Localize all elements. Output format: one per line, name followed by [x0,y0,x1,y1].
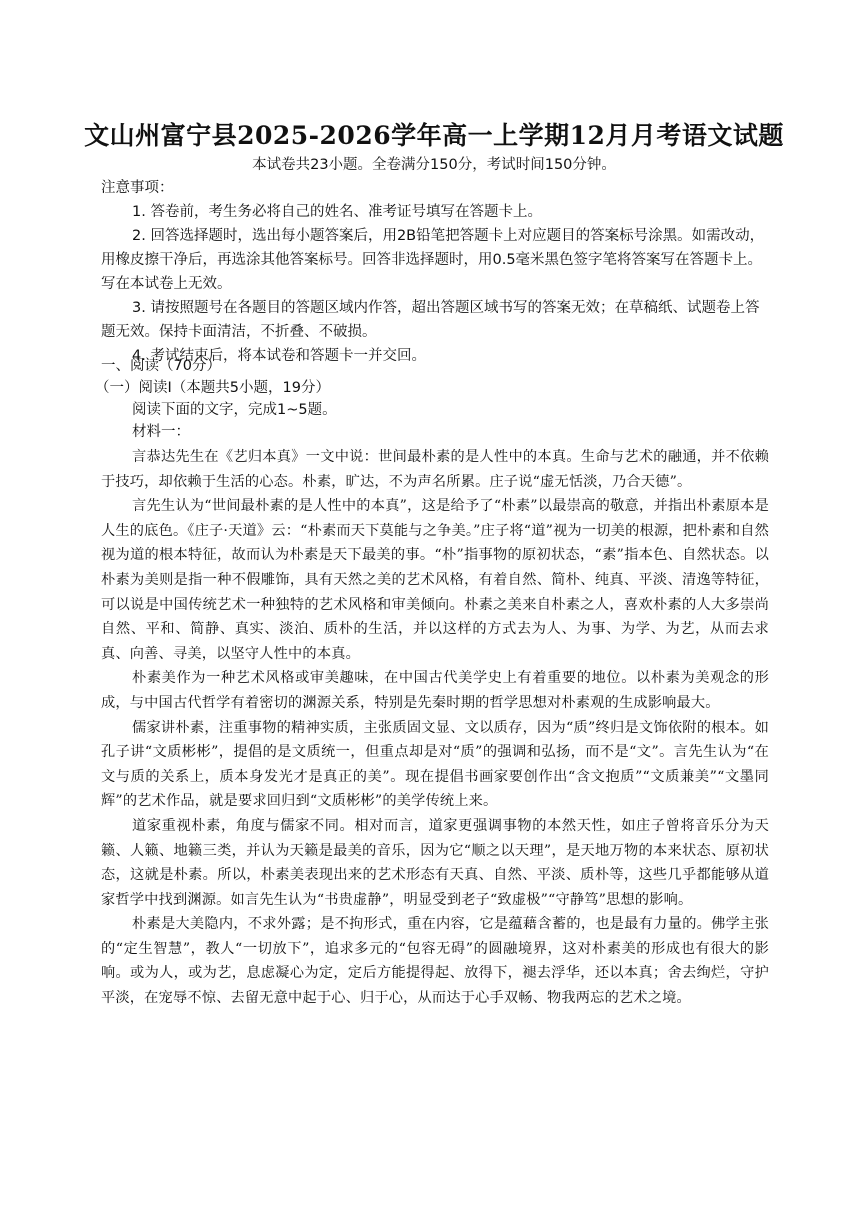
passage-paragraph: 言恭达先生在《艺归本真》一文中说：世间最朴素的是人性中的本真。生命与艺术的融通，并不依赖于技巧，却依赖于生活的心态。朴素，旷达，不为声名所累。庄子说“虚无恬淡，乃合天德”。 [101,449,769,490]
section-instruction: 阅读下面的文字，完成1~5题。 [132,402,337,418]
passage-paragraph: 朴素是大美隐内，不求外露；是不拘形式，重在内容，它是蕴藉含蓄的，也是最有力量的。佛学主张的“定生智慧”，教人“一切放下”，追求多元的“包容无碍”的圆融境界，这对朴素美的形成也有很大的影响。或为人，或为艺，息虑凝心为定，定后方能提得起、放得下，褪去浮华，还以本真；舍去绚烂，守护平淡，在宠辱不惊、去留无意中起于心、归于心，从而达于心手双畅、物我两忘的艺术之境。 [101,916,769,1007]
section-header [95,355,771,443]
passage-paragraph: 道家重视朴素，角度与儒家不同。相对而言，道家更强调事物的本然天性，如庄子曾将音乐分为天籁、人籁、地籁三类，并认为天籁是最美的音乐，因为它“顺之以天理”，是天地万物的本来状态、原初状态，这就是朴素。所以，朴素美表现出来的艺术形态有天真、自然、平淡、质朴等，这些几乎都能够从道家哲学中找到渊源。如言先生认为“书贵虚静”，明显受到老子“致虚极”“守静笃”思想的影响。 [101,817,769,908]
page-title: 文山州富宁县2025-2026学年高一上学期12月月考语文试题 [84,121,784,150]
material-label: 材料一： [132,424,190,440]
notice-item: 4. 考试结束后，将本试卷和答题卡一并交回。 [132,348,426,364]
section-sub: （一）阅读Ⅰ（本题共5小题，19分） [95,380,330,396]
section-part: 一、阅读（70分） [101,358,221,374]
passage [101,445,769,1011]
notice-item: 2. 回答选择题时，选出每小题答案后，用2B铅笔把答题卡上对应题目的答案标号涂黑。如需改动，用橡皮擦干净后，再选涂其他答案标号。回答非选择题时，用0.5毫米黑色签字笔将答案写在答题卡上。写在本试卷上无效。 [101,228,765,292]
notice-heading: 注意事项： [101,180,174,196]
passage-paragraph: 儒家讲朴素，注重事物的精神实质，主张质固文显、文以质存，因为“质”终归是文饰依附的根本。如孔子讲“文质彬彬”，提倡的是文质统一，但重点却是对“质”的强调和弘扬，而不是“文”。言先生认为“在文与质的关系上，质本身发光才是真正的美”。现在提倡书画家要创作出“含文抱质”“文质兼美”“文墨同辉”的艺术作品，就是要求回归到“文质彬彬”的美学传统上来。 [101,719,769,810]
notice-block [101,176,771,368]
passage-paragraph: 朴素美作为一种艺术风格或审美趣味，在中国古代美学史上有着重要的地位。以朴素为美观念的形成，与中国古代哲学有着密切的渊源关系，特别是先秦时期的哲学思想对朴素观的生成影响最大。 [101,670,769,711]
passage-paragraph: 言先生认为“世间最朴素的是人性中的本真”，这是给予了“朴素”以最崇高的敬意，并指出朴素原本是人生的底色。《庄子·天道》云：“朴素而天下莫能与之争美。”庄子将“道”视为一切美的根源，把朴素和自然视为道的根本特征，故而认为朴素是天下最美的事。“朴”指事物的原初状态，“素”指本色、自然状态。以朴素为美则是指一种不假雕饰，具有天然之美的艺术风格，有着自然、简朴、纯真、平淡、清逸等特征，可以说是中国传统艺术一种独特的艺术风格和审美倾向。朴素之美来自朴素之人，喜欢朴素的人大多崇尚自然、平和、简静、真实、淡泊、质朴的生活，并以这样的方式去为人、为事、为学、为艺，从而去求真、向善、寻美，以坚守人性中的本真。 [101,498,769,662]
notice-item: 1. 答卷前，考生务必将自己的姓名、准考证号填写在答题卡上。 [132,204,542,220]
notice-item: 3. 请按照题号在各题目的答题区域内作答，超出答题区域书写的答案无效；在草稿纸、试题卷上答题无效。保持卡面清洁，不折叠、不破损。 [101,300,760,340]
page-subtitle: 本试卷共23小题。全卷满分150分，考试时间150分钟。 [252,157,616,173]
